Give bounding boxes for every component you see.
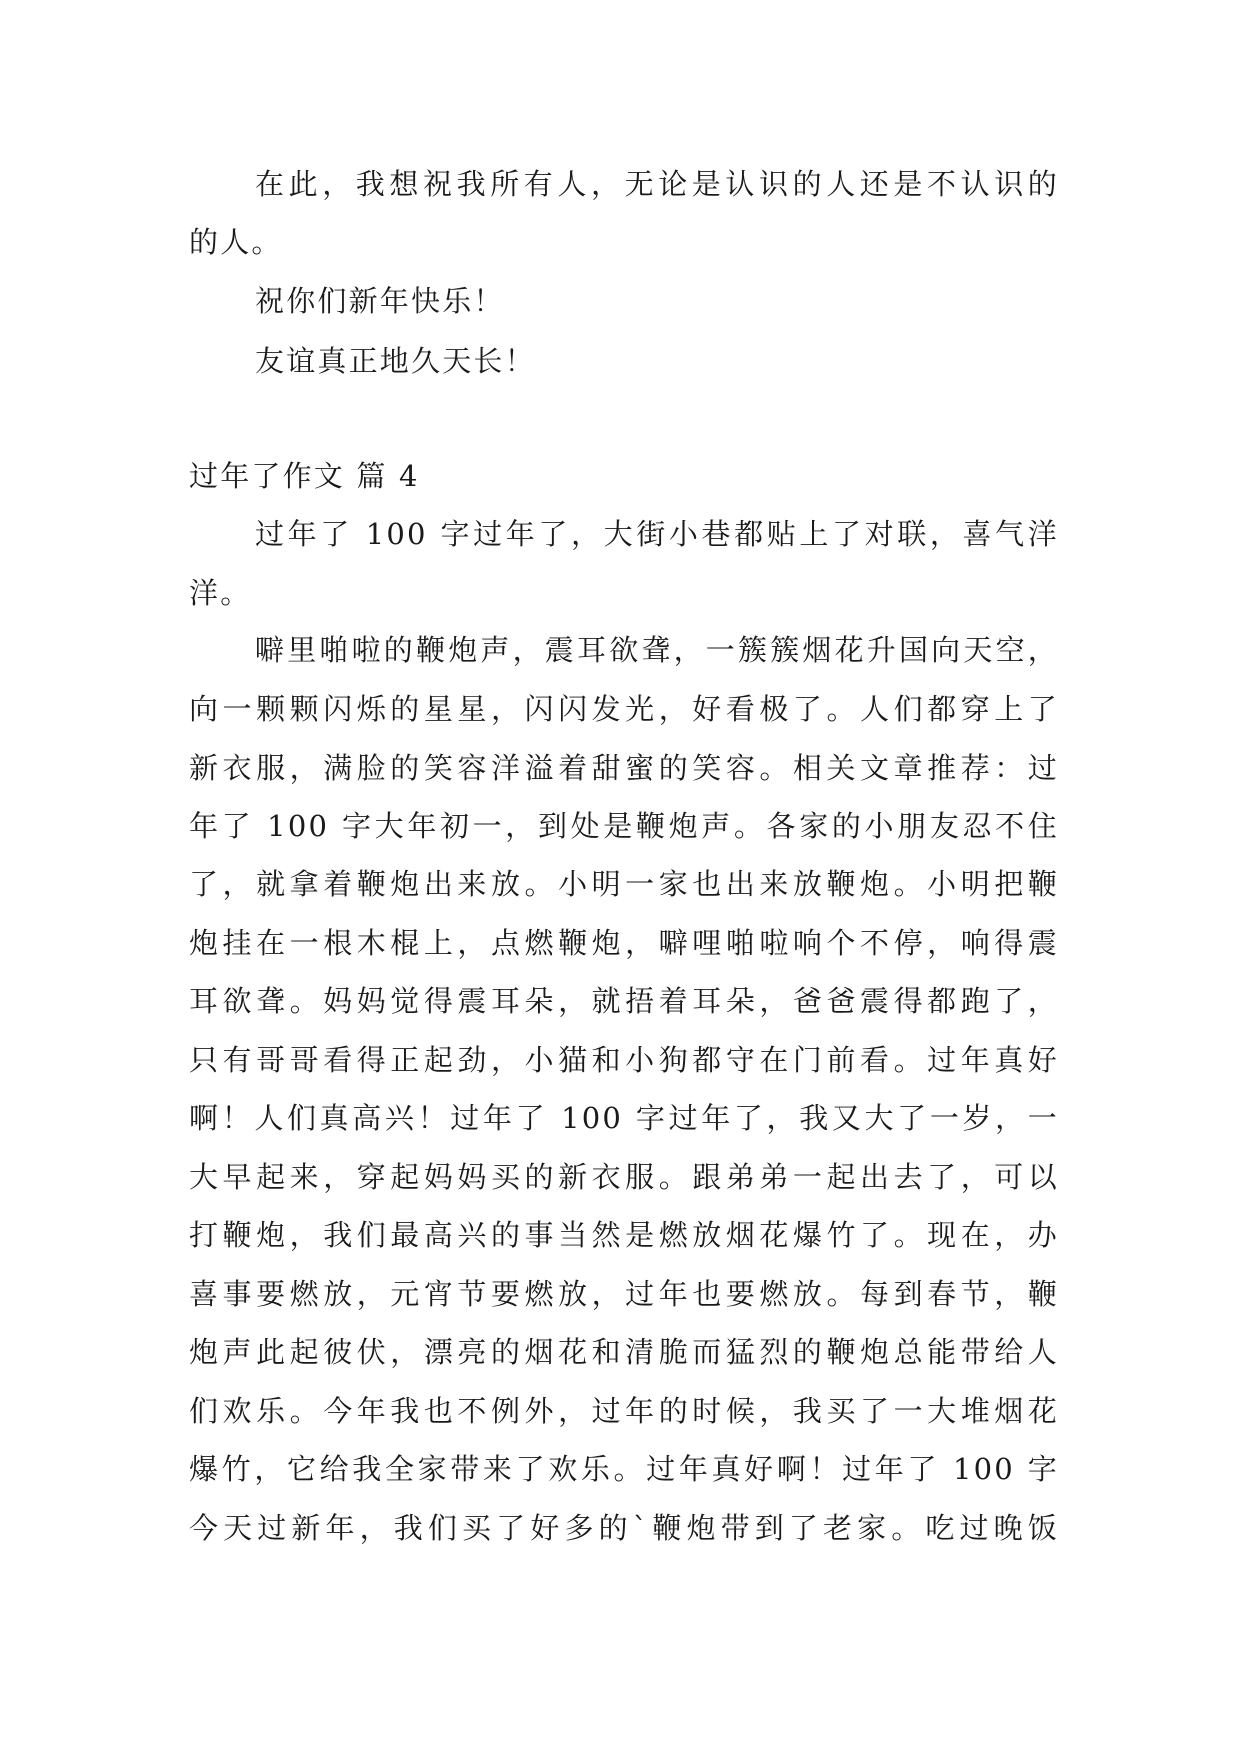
paragraph-line: 噼里啪啦的鞭炮声，震耳欲聋，一簇簇烟花升国向天空， [255,633,1059,667]
paragraph-line: 向一颗颗闪烁的星星，闪闪发光，好看极了。人们都穿上了 [189,692,1059,726]
paragraph-line: 耳欲聋。妈妈觉得震耳朵，就捂着耳朵，爸爸震得都跑了， [189,984,1059,1018]
paragraph-line: 在此，我想祝我所有人，无论是认识的人还是不认识的 [255,167,1059,201]
paragraph-line: 们欢乐。今年我也不例外，过年的时候，我买了一大堆烟花 [189,1394,1059,1428]
paragraph-line: 只有哥哥看得正起劲，小猫和小狗都守在门前看。过年真好 [189,1043,1059,1077]
paragraph-line: 新衣服，满脸的笑容洋溢着甜蜜的笑容。相关文章推荐：过 [189,751,1059,785]
paragraph-line: 喜事要燃放，元宵节要燃放，过年也要燃放。每到春节，鞭 [189,1277,1059,1311]
paragraph-line: 炮挂在一根木棍上，点燃鞭炮，噼哩啪啦响个不停，响得震 [189,926,1059,960]
paragraph-line: 过年了 100 字过年了，大街小巷都贴上了对联，喜气洋 [255,517,1059,551]
paragraph-line: 啊！人们真高兴！过年了 100 字过年了，我又大了一岁，一 [189,1101,1059,1135]
paragraph-line: 打鞭炮，我们最高兴的事当然是燃放烟花爆竹了。现在，办 [189,1218,1059,1252]
paragraph-line: 大早起来，穿起妈妈买的新衣服。跟弟弟一起出去了，可以 [189,1160,1059,1194]
wish-line: 友谊真正地久天长！ [255,344,536,378]
paragraph-line: 今天过新年，我们买了好多的`鞭炮带到了老家。吃过晚饭 [189,1511,1059,1545]
paragraph-line: 炮声此起彼伏，漂亮的烟花和清脆而猛烈的鞭炮总能带给人 [189,1335,1059,1369]
paragraph-line: 爆竹，它给我全家带来了欢乐。过年真好啊！过年了 100 字 [189,1452,1059,1486]
section-heading: 过年了作文 篇 4 [189,459,420,493]
paragraph-line: 洋。 [189,576,252,610]
paragraph-line: 年了 100 字大年初一，到处是鞭炮声。各家的小朋友忍不住 [189,809,1059,843]
paragraph-line: 了，就拿着鞭炮出来放。小明一家也出来放鞭炮。小明把鞭 [189,867,1059,901]
paragraph-line: 的人。 [189,225,283,259]
wish-line: 祝你们新年快乐！ [255,284,505,318]
